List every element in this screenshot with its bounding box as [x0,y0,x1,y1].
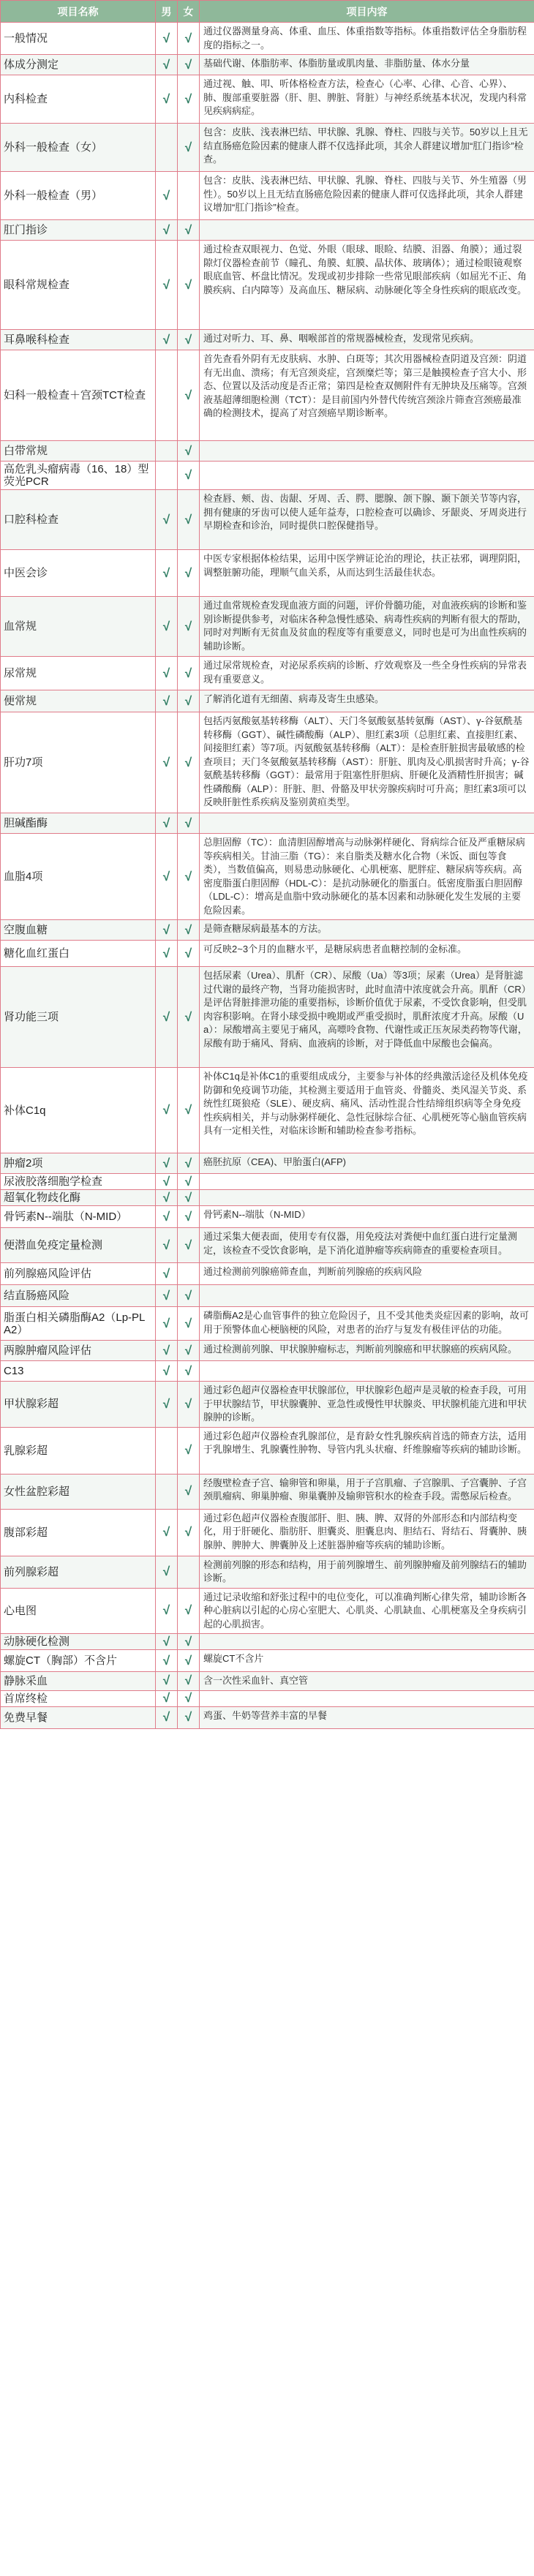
item-name: 尿液胶落细胞学检查 [1,1174,156,1190]
table-row [1,690,534,712]
male-check [156,462,178,490]
male-check [156,1427,178,1474]
item-description [200,1190,534,1206]
item-name: 便潜血免疫定量检测 [1,1228,156,1263]
male-check: √ [156,1672,178,1691]
table-row [1,1190,534,1206]
male-check: √ [156,813,178,834]
female-check: √ [178,597,200,657]
item-description: 通过彩色超声仪器检查乳腺部位，是育龄女性乳腺疾病首选的筛查方法，适用于乳腺增生、乳腺囊性肿物、导管内乳头状瘤、纤维腺瘤等疾病的辅助诊断。 [200,1427,534,1474]
item-description: 通过检测前列腺、甲状腺肿瘤标志，判断前列腺癌和甲状腺癌的疾病风险。 [200,1341,534,1361]
female-check: √ [178,1174,200,1190]
header-item-name: 项目名称 [1,1,156,23]
item-name: 肾功能三项 [1,967,156,1068]
female-check: √ [178,1382,200,1428]
table-row [1,1206,534,1228]
item-name: 腹部彩超 [1,1509,156,1556]
table-header-row [1,1,534,23]
female-check: √ [178,23,200,55]
item-name: 眼科常规检查 [1,241,156,330]
female-check: √ [178,124,200,172]
item-name: 高危乳头瘤病毒（16、18）型荧光PCR [1,462,156,490]
table-row [1,1263,534,1285]
female-check: √ [178,1634,200,1650]
male-check: √ [156,1556,178,1588]
table-row [1,967,534,1068]
male-check: √ [156,55,178,75]
male-check: √ [156,490,178,550]
male-check: √ [156,1307,178,1341]
male-check: √ [156,550,178,597]
table-row [1,462,534,490]
male-check: √ [156,1361,178,1382]
item-name: 耳鼻喉科检查 [1,330,156,350]
item-name: 肿瘤2项 [1,1153,156,1174]
item-name: 便常规 [1,690,156,712]
table-row [1,1341,534,1361]
male-check: √ [156,1509,178,1556]
female-check: √ [178,657,200,690]
male-check: √ [156,657,178,690]
female-check: √ [178,1228,200,1263]
item-name: 白带常规 [1,441,156,462]
header-female: 女 [178,1,200,23]
item-name: 静脉采血 [1,1672,156,1691]
item-description: 补体C1q是补体C1的重要组成成分，主要参与补体的经典激活途径及机体免疫防御和免疫调节功能，其检测主要适用于血管炎、骨髓炎、类风湿关节炎、系统性红斑狼疮（SLE）、硬皮病、痛风、活动性混合性结缔组织病等全身免疫性疾病相关，并与动脉粥样硬化、急性冠脉综合征、心肌梗死等心脑血管疾病具有一定相关性，对临床诊断和辅助检查参考指标。 [200,1068,534,1153]
female-check [178,1263,200,1285]
table-row [1,350,534,441]
item-name: 女性盆腔彩超 [1,1474,156,1509]
item-description [200,441,534,462]
item-description [200,1174,534,1190]
header-content: 项目内容 [200,1,534,23]
male-check: √ [156,967,178,1068]
table-row [1,55,534,75]
table-row [1,1474,534,1509]
table-row [1,172,534,220]
female-check: √ [178,1650,200,1672]
item-name: 前列腺癌风险评估 [1,1263,156,1285]
item-description: 经腹壁检查子宫、输卵管和卵巢，用于子宫肌瘤、子宫腺肌、子宫囊肿、子宫颈肌瘤病、卵巢肿瘤、卵巢囊肿及输卵管积水的检查手段。需憋尿后检查。 [200,1474,534,1509]
female-check: √ [178,1474,200,1509]
table-row [1,241,534,330]
female-check: √ [178,1206,200,1228]
female-check: √ [178,1190,200,1206]
item-description: 检测前列腺的形态和结构，用于前列腺增生、前列腺肿瘤及前列腺结石的辅助诊断。 [200,1556,534,1588]
female-check: √ [178,1672,200,1691]
male-check: √ [156,1263,178,1285]
table-row [1,75,534,124]
item-description: 通过检查双眼视力、色觉、外眼（眼球、眼睑、结膜、泪器、角膜）；通过裂隙灯仪器检查前节（瞳孔、角膜、虹膜、晶状体、玻璃体）；通过检眼镜观察眼底血管、杯盘比情况。发现或初步排除一些常见眼部疾病（如屈光不正、角膜疾病、白内障等）及高血压、糖尿病、动脉硬化等全身性疾病的眼底改变。 [200,241,534,330]
male-check [156,1474,178,1509]
item-name: C13 [1,1361,156,1382]
item-name: 肛门指诊 [1,220,156,241]
male-check: √ [156,1153,178,1174]
table-row [1,813,534,834]
table-row [1,1285,534,1307]
item-name: 体成分测定 [1,55,156,75]
female-check: √ [178,1361,200,1382]
male-check: √ [156,1228,178,1263]
table-row [1,1634,534,1650]
female-check: √ [178,920,200,941]
item-description: 首先查看外阴有无皮肤病、水肿、白斑等；其次用器械检查阴道及宫颈：阴道有无出血、溃疡；有无宫颈炎症，宫颈糜烂等；第三是触摸检查子宫大小、形态、位置以及活动度是否正常；第四是检查双侧附件有无肿块及压痛等。宫颈液基超薄细胞检测（TCT）：是目前国内外替代传统宫颈涂片筛查宫颈癌最准确的检测技术，提高了对宫颈癌早期诊断率。 [200,350,534,441]
female-check: √ [178,1341,200,1361]
item-description: 通过采集大便表面，使用专有仪器，用免疫法对粪便中血红蛋白进行定量测定，该检查不受饮食影响，是下消化道肿瘤等疾病筛查的重要检查项目。 [200,1228,534,1263]
item-description: 含一次性采血针、真空管 [200,1672,534,1691]
item-description [200,220,534,241]
item-name: 中医会诊 [1,550,156,597]
table-row [1,441,534,462]
table-row [1,712,534,813]
item-description: 基础代谢、体脂肪率、体脂肪量或肌肉量、非脂肪量、体水分量 [200,55,534,75]
item-name: 外科一般检查（男） [1,172,156,220]
female-check: √ [178,1307,200,1341]
female-check: √ [178,712,200,813]
item-description: 是筛查糖尿病最基本的方法。 [200,920,534,941]
item-description: 检查唇、颊、齿、齿龈、牙周、舌、腭、腮腺、颌下腺、颞下颌关节等内容，拥有健康的牙齿可以使人延年益寿，口腔检查可以确诊、牙龈炎、牙周炎进行早期检查和诊治，同时提供口腔保健指导。 [200,490,534,550]
item-description [200,1690,534,1706]
item-description [200,462,534,490]
item-description: 螺旋CT不含片 [200,1650,534,1672]
female-check: √ [178,1153,200,1174]
item-name: 脂蛋白相关磷脂酶A2（Lp-PLA2） [1,1307,156,1341]
female-check: √ [178,1588,200,1634]
item-description: 骨钙素N--端肽（N-MID） [200,1206,534,1228]
male-check: √ [156,1588,178,1634]
item-description: 总胆固醇（TC）：血清胆固醇增高与动脉粥样硬化、肾病综合征及严重糖尿病等疾病相关。甘油三脂（TG）：来自脂类及糖水化合物（米饭、面包等食类），当数值偏高，则易患动脉硬化、心肌梗塞、肥胖症、糖尿病等疾病。高密度脂蛋白胆固醇（HDL-C）：是抗动脉硬化的脂蛋白。低密度脂蛋白胆固醇（LDL-C）：增高是血脂中致动脉硬化的基本因素和动脉硬化发生发展的主要危险因素。 [200,834,534,920]
male-check: √ [156,834,178,920]
male-check: √ [156,1068,178,1153]
male-check [156,124,178,172]
male-check: √ [156,75,178,124]
male-check: √ [156,1650,178,1672]
item-description: 通过彩色超声仪器检查甲状腺部位，甲状腺彩色超声是灵敏的检查手段，可用于甲状腺结节，甲状腺囊肿、亚急性或慢性甲状腺炎、甲状腺机能亢进和甲状腺肿的诊断。 [200,1382,534,1428]
male-check: √ [156,1341,178,1361]
item-name: 前列腺彩超 [1,1556,156,1588]
table-row [1,1588,534,1634]
female-check: √ [178,330,200,350]
female-check: √ [178,834,200,920]
item-name: 首席终检 [1,1690,156,1706]
table-row [1,1690,534,1706]
item-description [200,1361,534,1382]
item-description: 通过记录收缩和舒张过程中的电位变化，可以准确判断心律失常，辅助诊断各种心脏病以引起的心房心室肥大、心肌炎、心肌缺血、心肌梗塞及全身疾病引起的心肌损害。 [200,1588,534,1634]
female-check: √ [178,220,200,241]
table-row [1,1427,534,1474]
male-check: √ [156,1690,178,1706]
female-check: √ [178,1690,200,1706]
item-name: 肝功7项 [1,712,156,813]
female-check: √ [178,75,200,124]
header-male: 男 [156,1,178,23]
item-description: 包含：皮肤、浅表淋巴结、甲状腺、乳腺、脊柱、四肢与关节、外生殖器（男性）。50岁以上且无结直肠癌危险因素的健康人群可仅选择此项，其余人群建议增加“肛门指诊”检查。 [200,172,534,220]
item-name: 胆碱酯酶 [1,813,156,834]
female-check: √ [178,241,200,330]
item-description: 癌胚抗原（CEA)、甲胎蛋白(AFP) [200,1153,534,1174]
item-description: 通过彩色超声仪器检查腹部肝、胆、胰、脾、双肾的外部形态和内部结构变化，用于肝硬化、脂肪肝、胆囊炎、胆囊息肉、胆结石、肾结石、肾囊肿、胰腺肿、脾肿大、脾囊肿及上述脏器肿瘤等疾病的辅助诊断。 [200,1509,534,1556]
table-row [1,490,534,550]
female-check: √ [178,967,200,1068]
female-check: √ [178,1706,200,1728]
item-name: 乳腺彩超 [1,1427,156,1474]
table-row [1,220,534,241]
item-description: 包括丙氨酸氨基转移酶（ALT）、天门冬氨酸氨基转氨酶（AST）、γ-谷氨酰基转移酶（GGT）、碱性磷酸酶（ALP）、胆红素3项（总胆红素、直接胆红素、间接胆红素）等7项。丙氨酸氨基转移酶（ALT）：是检查肝脏损害最敏感的检查项目；天门冬氨酸氨基转移酶（AST）：肝脏、肌肉及心肌损害时升高；γ-谷氨酰基转移酶（GGT）：最常用于阻塞性肝胆病、肝硬化及酒精性肝损害；碱性磷酸酶（ALP）：肝脏、胆、骨骼及甲状旁腺疾病时可升高；胆红素3项可以反映肝脏性系疾病及鉴别黄疸类型。 [200,712,534,813]
item-description: 通过仪器测量身高、体重、血压、体重指数等指标。体重指数评估全身脂肪程度的指标之一。 [200,23,534,55]
table-row [1,1650,534,1672]
item-name: 骨钙素N--端肽（N-MID） [1,1206,156,1228]
male-check: √ [156,23,178,55]
table-row [1,1556,534,1588]
table-row [1,1174,534,1190]
table-row [1,1153,534,1174]
male-check: √ [156,1285,178,1307]
male-check: √ [156,330,178,350]
female-check [178,1556,200,1588]
item-name: 妇科一般检查＋宫颈TCT检查 [1,350,156,441]
item-name: 一般情况 [1,23,156,55]
item-name: 心电图 [1,1588,156,1634]
item-description [200,1634,534,1650]
table-row [1,1672,534,1691]
male-check: √ [156,220,178,241]
female-check: √ [178,350,200,441]
item-description: 了解消化道有无细菌、病毒及寄生虫感染。 [200,690,534,712]
male-check: √ [156,1634,178,1650]
male-check: √ [156,1382,178,1428]
item-description: 通过血常规检查发现血液方面的问题，评价骨髓功能，对血液疾病的诊断和鉴别诊断提供参考，对临床各种急慢性感染、病毒性疾病的判断有很大的帮助，同时对判断有无贫血及贫血的程度等有重要意义，同时也是可为出血性疾病的辅助诊断。 [200,597,534,657]
male-check: √ [156,172,178,220]
female-check: √ [178,1427,200,1474]
male-check: √ [156,690,178,712]
male-check: √ [156,1190,178,1206]
table-row [1,941,534,967]
item-description: 通过尿常规检查，对泌尿系疾病的诊断、疗效观察及一些全身性疾病的异常表现有重要意义。 [200,657,534,690]
item-name: 外科一般检查（女） [1,124,156,172]
item-description: 磷脂酶A2是心血管事件的独立危险因子，且不受其他类炎症因素的影响，故可用于预警体血心梗脑梗的风险，对患者的治疗与复发有极佳评估的功能。 [200,1307,534,1341]
table-row [1,1228,534,1263]
item-description: 包含：皮肤、浅表淋巴结、甲状腺、乳腺、脊柱、四肢与关节。50岁以上且无结直肠癌危险因素的健康人群不仅选择此项，其余人群建议增加“肛门指诊”检查。 [200,124,534,172]
table-row [1,1509,534,1556]
female-check: √ [178,55,200,75]
table-row [1,124,534,172]
item-name: 补体C1q [1,1068,156,1153]
female-check: √ [178,690,200,712]
table-row [1,550,534,597]
male-check: √ [156,597,178,657]
table-row [1,330,534,350]
item-name: 结直肠癌风险 [1,1285,156,1307]
table-row [1,834,534,920]
item-name: 两腺肿瘤风险评估 [1,1341,156,1361]
table-row [1,23,534,55]
table-row [1,597,534,657]
female-check: √ [178,462,200,490]
item-description: 通过检测前列腺癌筛查血，判断前列腺癌的疾病风险 [200,1263,534,1285]
item-name: 内科检查 [1,75,156,124]
item-name: 糖化血红蛋白 [1,941,156,967]
item-description: 通过视、触、叩、听体格检查方法，检查心（心率、心律、心音、心界）、肺、腹部重要脏器（肝、胆、脾脏、肾脏）与神经系统基本状况，发现内科常见疾病病症。 [200,75,534,124]
female-check [178,172,200,220]
item-name: 免费早餐 [1,1706,156,1728]
female-check: √ [178,441,200,462]
item-description: 鸡蛋、牛奶等营养丰富的早餐 [200,1706,534,1728]
male-check: √ [156,920,178,941]
male-check [156,441,178,462]
female-check: √ [178,941,200,967]
item-name: 动脉硬化检测 [1,1634,156,1650]
male-check: √ [156,712,178,813]
table-row [1,1307,534,1341]
item-name: 螺旋CT（胸部）不含片 [1,1650,156,1672]
item-description [200,1285,534,1307]
female-check: √ [178,813,200,834]
item-name: 血脂4项 [1,834,156,920]
table-row [1,1361,534,1382]
item-description: 包括尿素（Urea）、肌酐（CR）、尿酸（Ua）等3项；尿素（Urea）是肾脏滤过代谢的最终产物，当肾功能损害时，此时血清中浓度就会升高。肌酐（CR）是评估肾脏排泄功能的重要指标，诊断价值优于尿素，不受饮食影响，但受肌肉容积影响。在肾小球受损中晚期或严重受损时，肌酐浓度才升高。尿酸（Ua）：尿酸增高主要见于痛风，高嘌呤食物、代谢性或正压灰尿类药物等代谢，尿酸有助于痛风、肾病、血液病的诊断，对于降低血中尿酸也会偏高。 [200,967,534,1068]
male-check: √ [156,941,178,967]
table-row [1,1382,534,1428]
item-name: 空腹血糖 [1,920,156,941]
male-check: √ [156,1206,178,1228]
male-check: √ [156,1706,178,1728]
table-row [1,1068,534,1153]
male-check [156,350,178,441]
item-name: 血常规 [1,597,156,657]
item-name: 甲状腺彩超 [1,1382,156,1428]
table-row [1,920,534,941]
table-row [1,1706,534,1728]
female-check: √ [178,1285,200,1307]
item-name: 超氧化物歧化酶 [1,1190,156,1206]
male-check: √ [156,1174,178,1190]
item-description [200,813,534,834]
female-check: √ [178,490,200,550]
item-name: 尿常规 [1,657,156,690]
male-check: √ [156,241,178,330]
item-description: 通过对听力、耳、鼻、咽喉部首的常规器械检查，发现常见疾病。 [200,330,534,350]
female-check: √ [178,550,200,597]
female-check: √ [178,1068,200,1153]
item-description: 中医专家根据体检结果，运用中医学辨证论治的理论，扶正祛邪，调理阴阳，调整脏腑功能，理顺气血关系，从而达到生活最佳状态。 [200,550,534,597]
female-check: √ [178,1509,200,1556]
table-row [1,657,534,690]
item-description: 可反映2~3个月的血糖水平，是糖尿病患者血糖控制的金标准。 [200,941,534,967]
item-name: 口腔科检查 [1,490,156,550]
